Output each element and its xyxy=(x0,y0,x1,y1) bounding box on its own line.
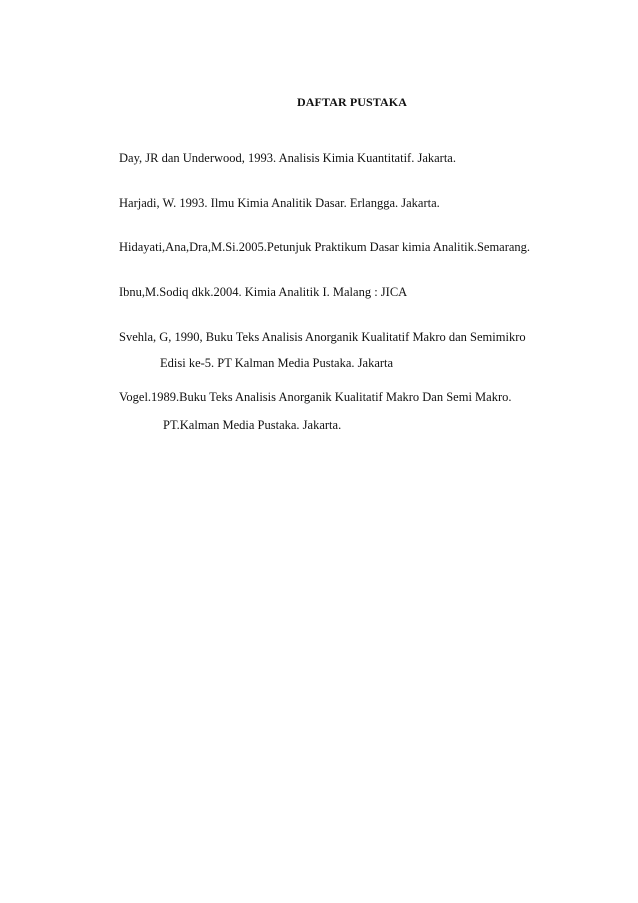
reference-harjadi: Harjadi, W. 1993. Ilmu Kimia Analitik Dasar. Erlangga. Jakarta. xyxy=(119,196,440,210)
reference-vogel-continuation: PT.Kalman Media Pustaka. Jakarta. xyxy=(163,418,342,432)
page-title: DAFTAR PUSTAKA xyxy=(297,95,407,109)
reference-vogel: Vogel.1989.Buku Teks Analisis Anorganik Kualitatif Makro Dan Semi Makro. xyxy=(119,390,512,404)
reference-hidayati: Hidayati,Ana,Dra,M.Si.2005.Petunjuk Praktikum Dasar kimia Analitik.Semarang. xyxy=(119,240,531,254)
reference-day: Day, JR dan Underwood, 1993. Analisis Kimia Kuantitatif. Jakarta. xyxy=(119,151,456,165)
reference-svehla-continuation: Edisi ke-5. PT Kalman Media Pustaka. Jakarta xyxy=(160,356,394,370)
reference-ibnu: Ibnu,M.Sodiq dkk.2004. Kimia Analitik I. Malang : JICA xyxy=(119,285,408,299)
reference-svehla: Svehla, G, 1990, Buku Teks Analisis Anorganik Kualitatif Makro dan Semimikro xyxy=(119,330,526,344)
